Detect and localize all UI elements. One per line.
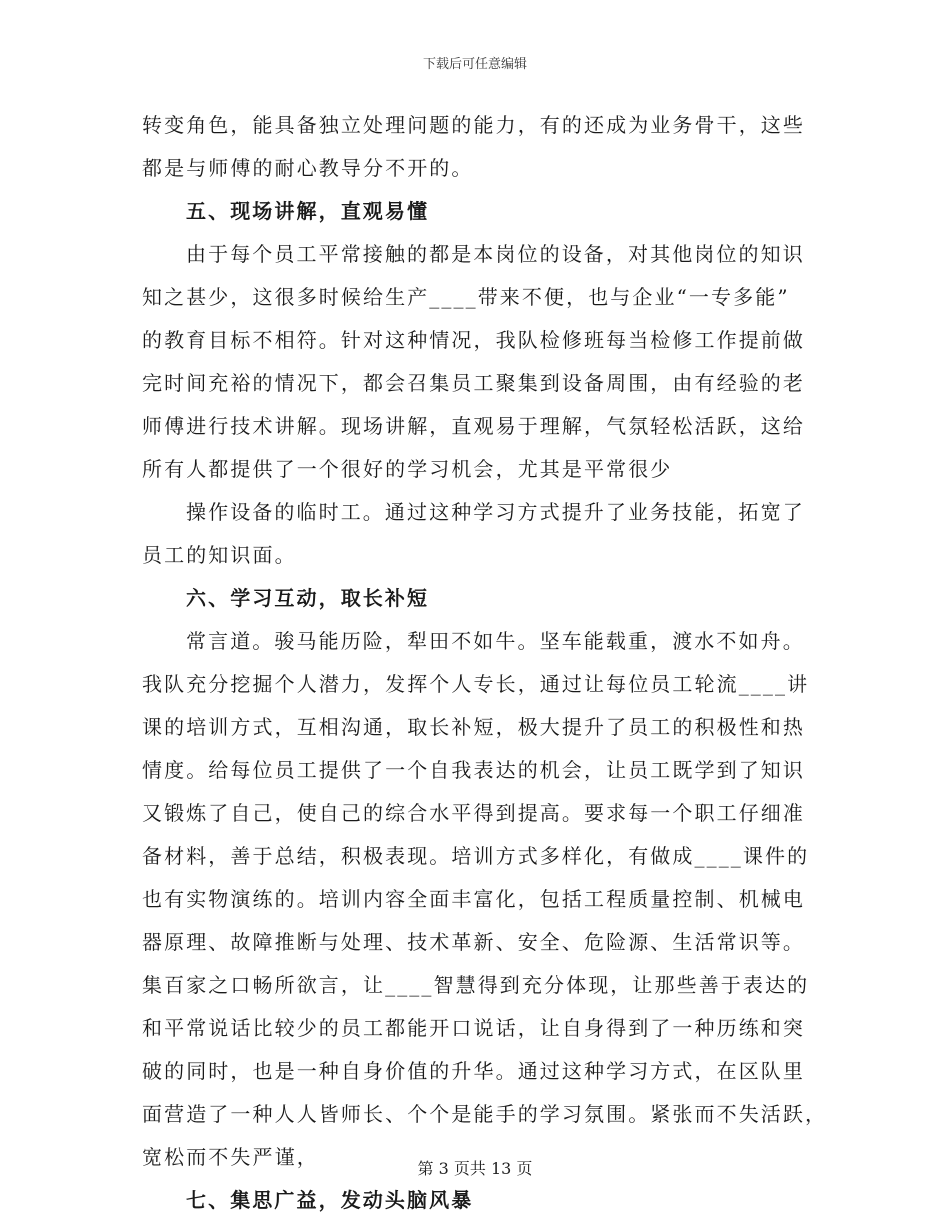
document-body	[142, 104, 828, 1222]
body-line: 破的同时，也是一种自身价值的升华。通过这种学习方式，在区队里	[142, 1059, 805, 1083]
body-line: 课的培训方式，互相沟通，取长补短，极大提升了员工的积极性和热	[142, 715, 805, 739]
body-line: 又锻炼了自己，使自己的综合水平得到提高。要求每一个职工仔细准	[142, 801, 805, 825]
section-heading: 七、集思广益，发动头脑风暴	[186, 1188, 474, 1212]
body-line: 完时间充裕的情况下，都会召集员工聚集到设备周围，由有经验的老	[142, 371, 805, 395]
page-number-footer: 第 3 页共 13 页	[417, 1159, 533, 1178]
body-line: 知之甚少，这很多时候给生产____带来不便，也与企业“一专多能”	[142, 285, 790, 309]
body-line: 员工的知识面。	[142, 543, 297, 567]
paragraph-first-line: 操作设备的临时工。通过这种学习方式提升了业务技能，拓宽了	[186, 500, 805, 524]
paragraph-first-line: 常言道。骏马能历险，犁田不如牛。坚车能载重，渡水不如舟。	[186, 629, 805, 653]
body-line: 师傅进行技术讲解。现场讲解，直观易于理解，气氛轻松活跃，这给	[142, 414, 805, 438]
paragraph-first-line: 由于每个员工平常接触的都是本岗位的设备，对其他岗位的知识	[186, 242, 805, 266]
body-line: 我队充分挖掘个人潜力，发挥个人专长，通过让每位员工轮流____讲	[142, 672, 810, 696]
body-line: 器原理、故障推断与处理、技术革新、安全、危险源、生活常识等。	[142, 930, 805, 954]
body-line: 备材料，善于总结，积极表现。培训方式多样化，有做成____课件的	[142, 844, 810, 868]
body-line: 面营造了一种人人皆师长、个个是能手的学习氛围。紧张而不失活跃，	[142, 1102, 828, 1126]
body-line: 集百家之口畅所欲言，让____智慧得到充分体现，让那些善于表达的	[142, 973, 810, 997]
section-heading: 六、学习互动，取长补短	[186, 586, 430, 610]
body-line: 转变角色，能具备独立处理问题的能力，有的还成为业务骨干，这些	[142, 113, 805, 137]
body-line: 所有人都提供了一个很好的学习机会，尤其是平常很少	[142, 457, 673, 481]
section-heading: 五、现场讲解，直观易懂	[186, 199, 430, 223]
body-line: 和平常说话比较少的员工都能开口说话，让自身得到了一种历练和突	[142, 1016, 805, 1040]
body-line: 都是与师傅的耐心教导分不开的。	[142, 156, 474, 180]
body-line: 宽松而不失严谨，	[142, 1145, 319, 1169]
page-header-note: 下载后可任意编辑	[422, 57, 527, 72]
body-line: 也有实物演练的。培训内容全面丰富化，包括工程质量控制、机械电	[142, 887, 805, 911]
body-line: 情度。给每位员工提供了一个自我表达的机会，让员工既学到了知识	[142, 758, 805, 782]
body-line: 的教育目标不相符。针对这种情况，我队检修班每当检修工作提前做	[142, 328, 805, 352]
